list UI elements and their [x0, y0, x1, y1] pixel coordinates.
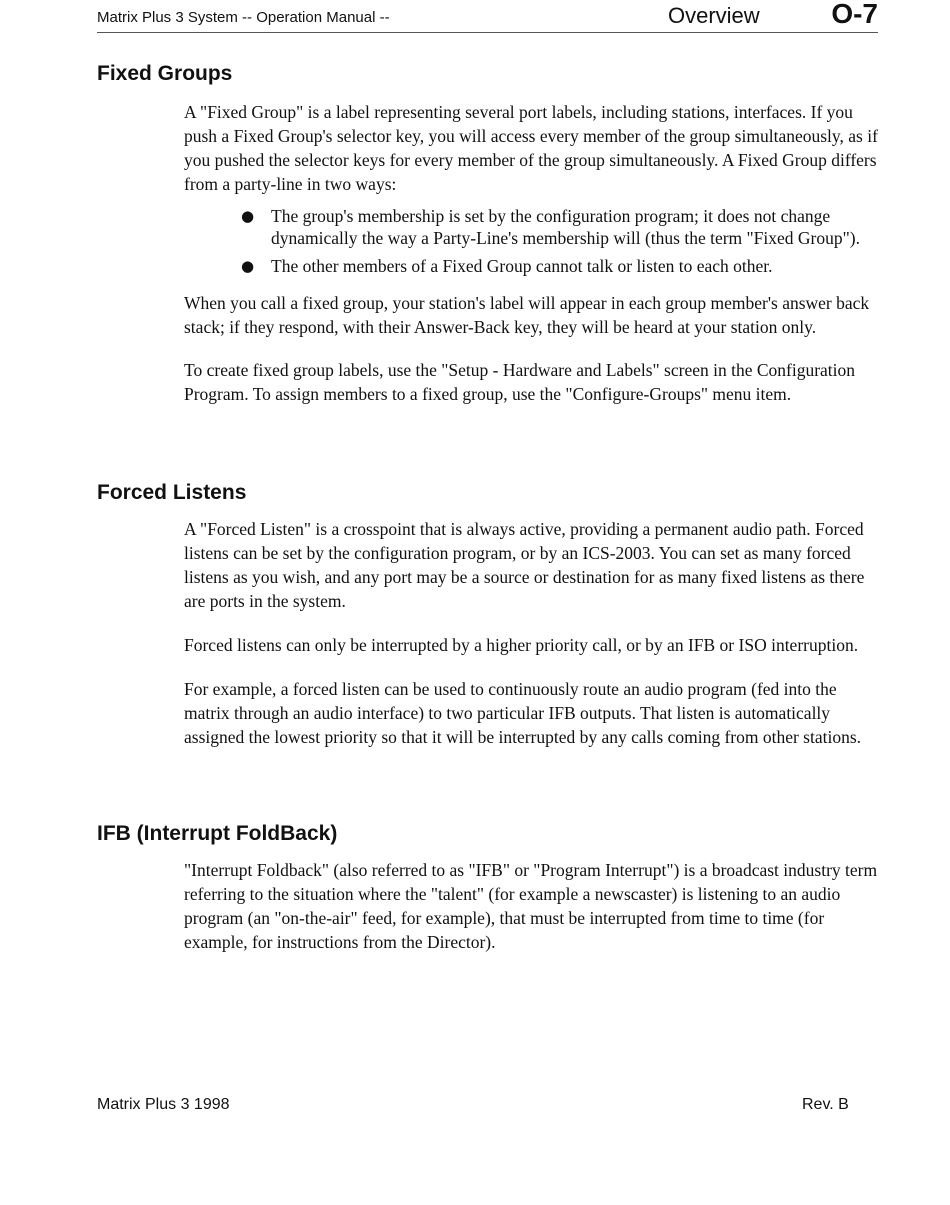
footer-left-text: Matrix Plus 3 1998 [97, 1096, 230, 1113]
bullet-dot-icon: ● [241, 257, 255, 275]
paragraph: To create fixed group labels, use the "Setup - Hardware and Labels" screen in the Configuration Program. To assign members to a fixed group, use the "Configure-Groups" menu item. [184, 360, 856, 404]
paragraph: For example, a forced listen can be used to continuously route an audio program (fed into the matrix through an audio interface) to two particular IFB outputs. That listen is automatically assigned the lowest priority so that it will be interrupted by any calls coming from other stations. [184, 679, 862, 747]
bullet-dot-icon: ● [241, 207, 255, 225]
section-name: Overview [668, 3, 760, 28]
page-number: O-7 [831, 0, 878, 29]
paragraph: A "Fixed Group" is a label representing several port labels, including stations, interfaces. If you push a Fixed Group's selector key, you will access every member of the group simultaneously, as if you pushed the selector keys for every member of the group simultaneously. A Fixed Group differs from a party-line in two ways: [184, 102, 878, 194]
fixed-groups-body [184, 100, 878, 406]
forced-listens-section [97, 481, 878, 749]
bullet-text: The other members of a Fixed Group cannot talk or listen to each other. [271, 256, 773, 276]
bullet-list [184, 205, 878, 277]
bullet-item [184, 205, 878, 249]
bullet-item [184, 255, 878, 277]
paragraph: When you call a fixed group, your station's label will appear in each group member's answer back stack; if they respond, with their Answer-Back key, they will be heard at your station only. [184, 293, 870, 337]
forced-listens-body [184, 517, 878, 749]
manual-title: Matrix Plus 3 System -- Operation Manual -- [97, 9, 390, 26]
footer-revision: Rev. B [802, 1096, 849, 1113]
paragraph: "Interrupt Foldback" (also referred to as "IFB" or "Program Interrupt") is a broadcast industry term referring to the situation where the "talent" (for example a newscaster) is listening to an audio program (an "on-the-air" feed, for example), that must be interrupted from time to time (for example, for instructions from the Director). [184, 860, 878, 952]
ifb-section [97, 822, 878, 954]
paragraph: A "Forced Listen" is a crosspoint that is always active, providing a permanent audio path. Forced listens can be set by the configuration program, or by an ICS-2003. You can set as many forced listens as you wish, and any port may be a source or destination for as many fixed listens as there are ports in the system. [184, 519, 865, 611]
forced-listens-heading: Forced Listens [97, 481, 247, 504]
ifb-heading: IFB (Interrupt FoldBack) [97, 822, 338, 845]
fixed-groups-section [97, 62, 878, 406]
fixed-groups-heading: Fixed Groups [97, 62, 233, 85]
bullet-text: The group's membership is set by the configuration program; it does not change dynamically the way a Party-Line's membership will (thus the term "Fixed Group"). [271, 206, 860, 248]
paragraph: Forced listens can only be interrupted by a higher priority call, or by an IFB or ISO interruption. [184, 635, 859, 655]
ifb-body [184, 858, 878, 954]
page-header [97, 0, 878, 33]
